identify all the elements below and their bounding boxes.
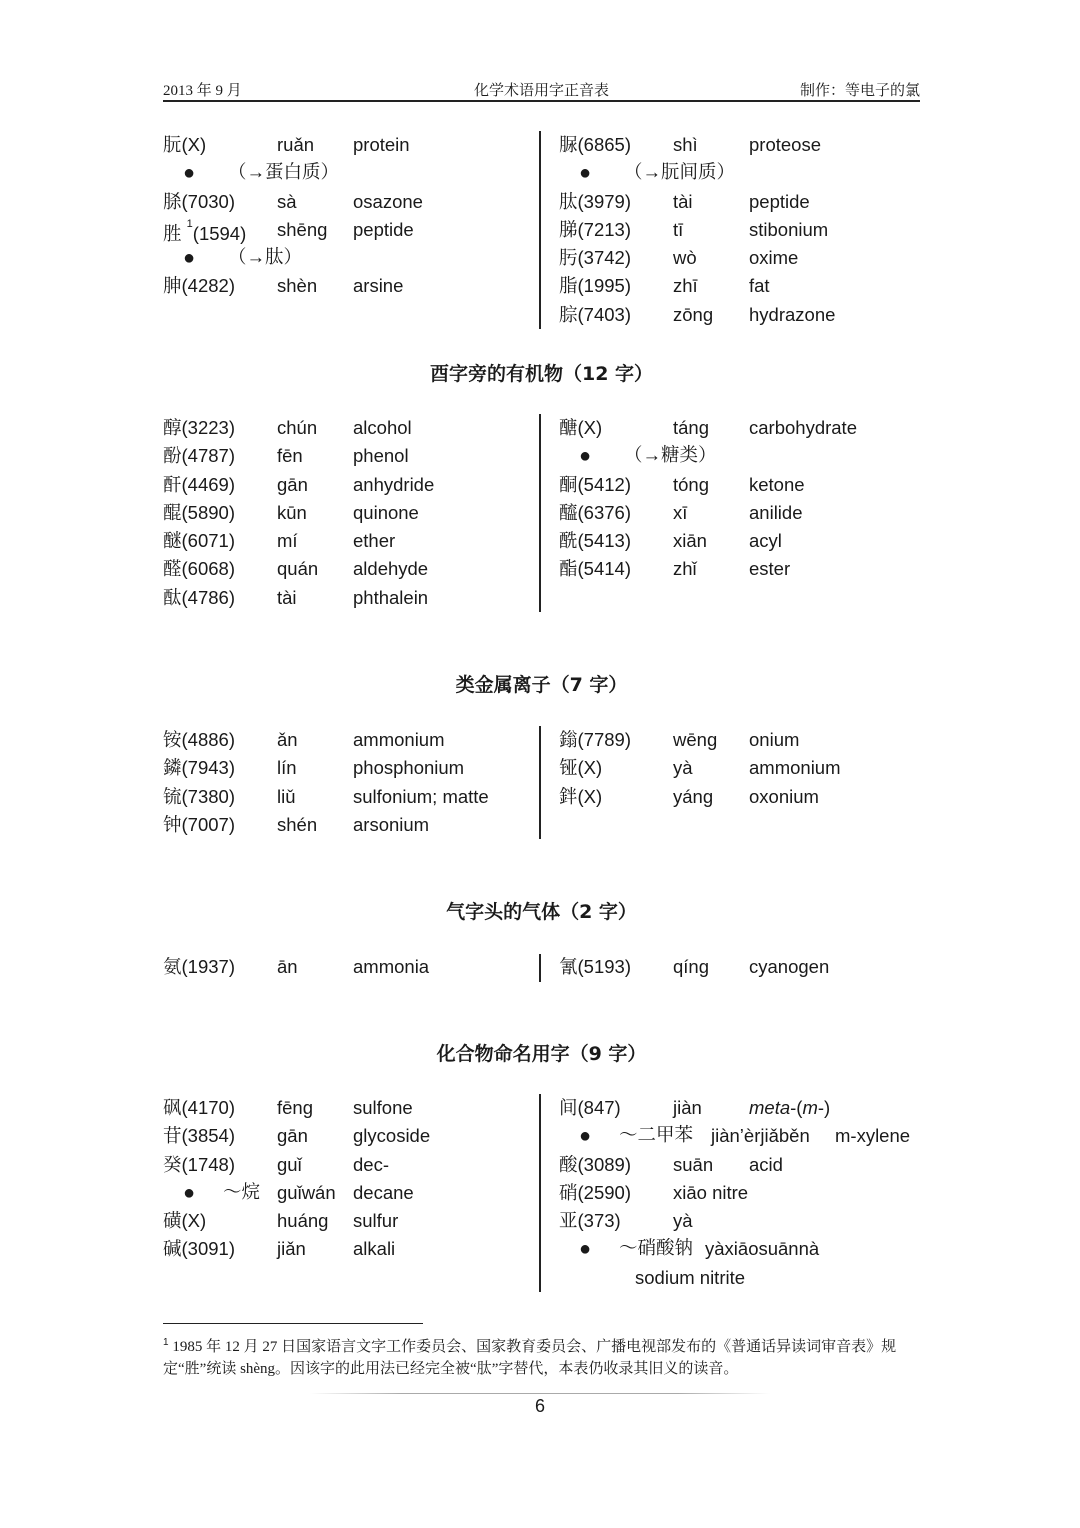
entry-row: 间(847) jiàn meta-(m-) xyxy=(559,1097,831,1118)
entry-row: 癸(1748) guǐ dec- xyxy=(163,1153,389,1175)
entry-row: 朊(X) ruǎn protein xyxy=(163,134,410,155)
note-row: ● （→肽） xyxy=(183,247,303,270)
header-author: 制作：等电子的氯 xyxy=(799,83,920,99)
column-divider xyxy=(539,726,541,839)
section-title: 气字头的气体（2 字） xyxy=(446,901,637,923)
entry-row: 醌(5890) kūn quinone xyxy=(163,501,419,523)
entry-row: 醚(6071) mí ether xyxy=(163,530,396,552)
section-you-radical xyxy=(163,414,920,614)
entry-row: 胂(4282) shèn arsine xyxy=(163,275,404,297)
note-row: ● （→糖类） xyxy=(579,445,717,468)
right-column xyxy=(559,726,920,811)
entry-row: 鉡(X) yáng oxonium xyxy=(559,785,819,807)
right-column xyxy=(559,953,920,981)
entry-row: 肟(3742) wò oxime xyxy=(559,247,799,269)
entry-row: 脂(1995) zhī fat xyxy=(559,275,770,297)
entry-row: 腙(7403) zōng hydrazone xyxy=(559,303,836,325)
entry-row: 磺(X) huáng sulfur xyxy=(163,1210,399,1232)
entry-row: 醯(6376) xī anilide xyxy=(559,501,803,523)
page-rule xyxy=(310,1393,770,1394)
entry-row: 锍(7380) liǔ sulfonium; matte xyxy=(163,785,489,807)
column-divider xyxy=(539,131,541,329)
entry-row: 酰(5413) xiān acyl xyxy=(559,530,782,552)
entry-row: 醇(3223) chún alcohol xyxy=(163,417,412,438)
entry-row: 肽(3979) tài peptide xyxy=(559,190,810,212)
note-row: ● （→朊间质） xyxy=(579,162,736,185)
section-title: 类金属离子（7 字） xyxy=(455,674,628,696)
entry-row: 氨(1937) ān ammonia xyxy=(163,956,430,977)
entry-row: 䏲(7213) tī stibonium xyxy=(559,218,829,240)
footnote xyxy=(163,1332,920,1380)
entry-row: 鎓(7789) wēng onium xyxy=(559,729,800,750)
entry-row: 酮(5412) tóng ketone xyxy=(559,473,805,495)
entry-row: 碱(3091) jiǎn alkali xyxy=(163,1238,396,1260)
left-column xyxy=(163,131,533,301)
entry-row: 鏻(7943) lín phosphonium xyxy=(163,757,465,779)
right-column xyxy=(559,131,920,329)
compound-row: ● ～硝酸钠 yàxiāosuānnà xyxy=(579,1238,820,1261)
entry-row: 酸(3089) suān acid xyxy=(559,1153,783,1175)
entry-row: 胜 $^1$(1594) shēng peptide xyxy=(163,217,414,245)
note-row: ● （→蛋白质） xyxy=(183,162,340,185)
footnote-ref: 1 xyxy=(186,217,193,230)
entry-row: 酯(5414) zhǐ ester xyxy=(559,558,791,580)
entry-row: 脎(7030) sà osazone xyxy=(163,190,423,212)
entry-row: 亚(373) yà xyxy=(559,1210,693,1232)
entry-row: 酐(4469) gān anhydride xyxy=(163,473,435,495)
entry-row: 钟(7007) shén arsonium xyxy=(163,813,430,835)
right-column xyxy=(559,1094,920,1292)
header-title: 化学术语用字正音表 xyxy=(473,83,609,99)
entry-row: 铵(4886) ǎn ammonium xyxy=(163,729,445,750)
page-header xyxy=(163,78,920,102)
section-naming-chars xyxy=(163,1094,920,1294)
column-divider xyxy=(539,954,541,982)
section-protein-radicals xyxy=(163,131,920,331)
footnote-text: 1985 年 12 月 27 日国家语言文字工作委员会、国家教育委员会、广播电视部发布的《普通话异读词审音表》规定“胜”统读 shèng。因该字的此用法已经完全被“肽”字替代，本表仍收录其旧义的读音。 xyxy=(163,1339,897,1377)
left-column xyxy=(163,726,533,839)
entry-row: 砜(4170) fēng sulfone xyxy=(163,1097,413,1118)
entry-row: 苷(3854) gān glycoside xyxy=(163,1125,431,1147)
footnote-separator xyxy=(163,1323,423,1324)
footnote-mark: 1 xyxy=(163,1337,169,1348)
right-column xyxy=(559,414,920,584)
continuation-row: sodium nitrite xyxy=(635,1266,746,1288)
compound-row: ● ～烷 guǐwán decane xyxy=(183,1181,414,1204)
column-divider xyxy=(539,414,541,612)
entry-row: 硝(2590) xiāo nitre xyxy=(559,1181,749,1203)
left-column xyxy=(163,1094,533,1264)
entry-row: 酞(4786) tài phthalein xyxy=(163,586,429,608)
page-number: 6 xyxy=(534,1396,545,1416)
left-column xyxy=(163,953,533,981)
entry-row: 铔(X) yà ammonium xyxy=(559,757,841,779)
left-column xyxy=(163,414,533,612)
section-metal-ions xyxy=(163,726,920,842)
compound-row: ● ～二甲苯 jiàn’èrjiǎběn m-xylene xyxy=(579,1125,911,1148)
entry-row: 醣(X) táng carbohydrate xyxy=(559,417,857,438)
section-title: 酉字旁的有机物（12 字） xyxy=(429,363,654,385)
entry-row: 氰(5193) qíng cyanogen xyxy=(559,956,830,977)
entry-row: 脲(6865) shì proteose xyxy=(559,134,821,155)
entry-row: 酚(4787) fēn phenol xyxy=(163,445,409,467)
header-date: 2013 年 9 月 xyxy=(163,83,242,99)
column-divider xyxy=(539,1094,541,1292)
section-gases xyxy=(163,953,920,985)
entry-row: 醛(6068) quán aldehyde xyxy=(163,558,429,580)
section-title: 化合物命名用字（9 字） xyxy=(436,1043,647,1065)
